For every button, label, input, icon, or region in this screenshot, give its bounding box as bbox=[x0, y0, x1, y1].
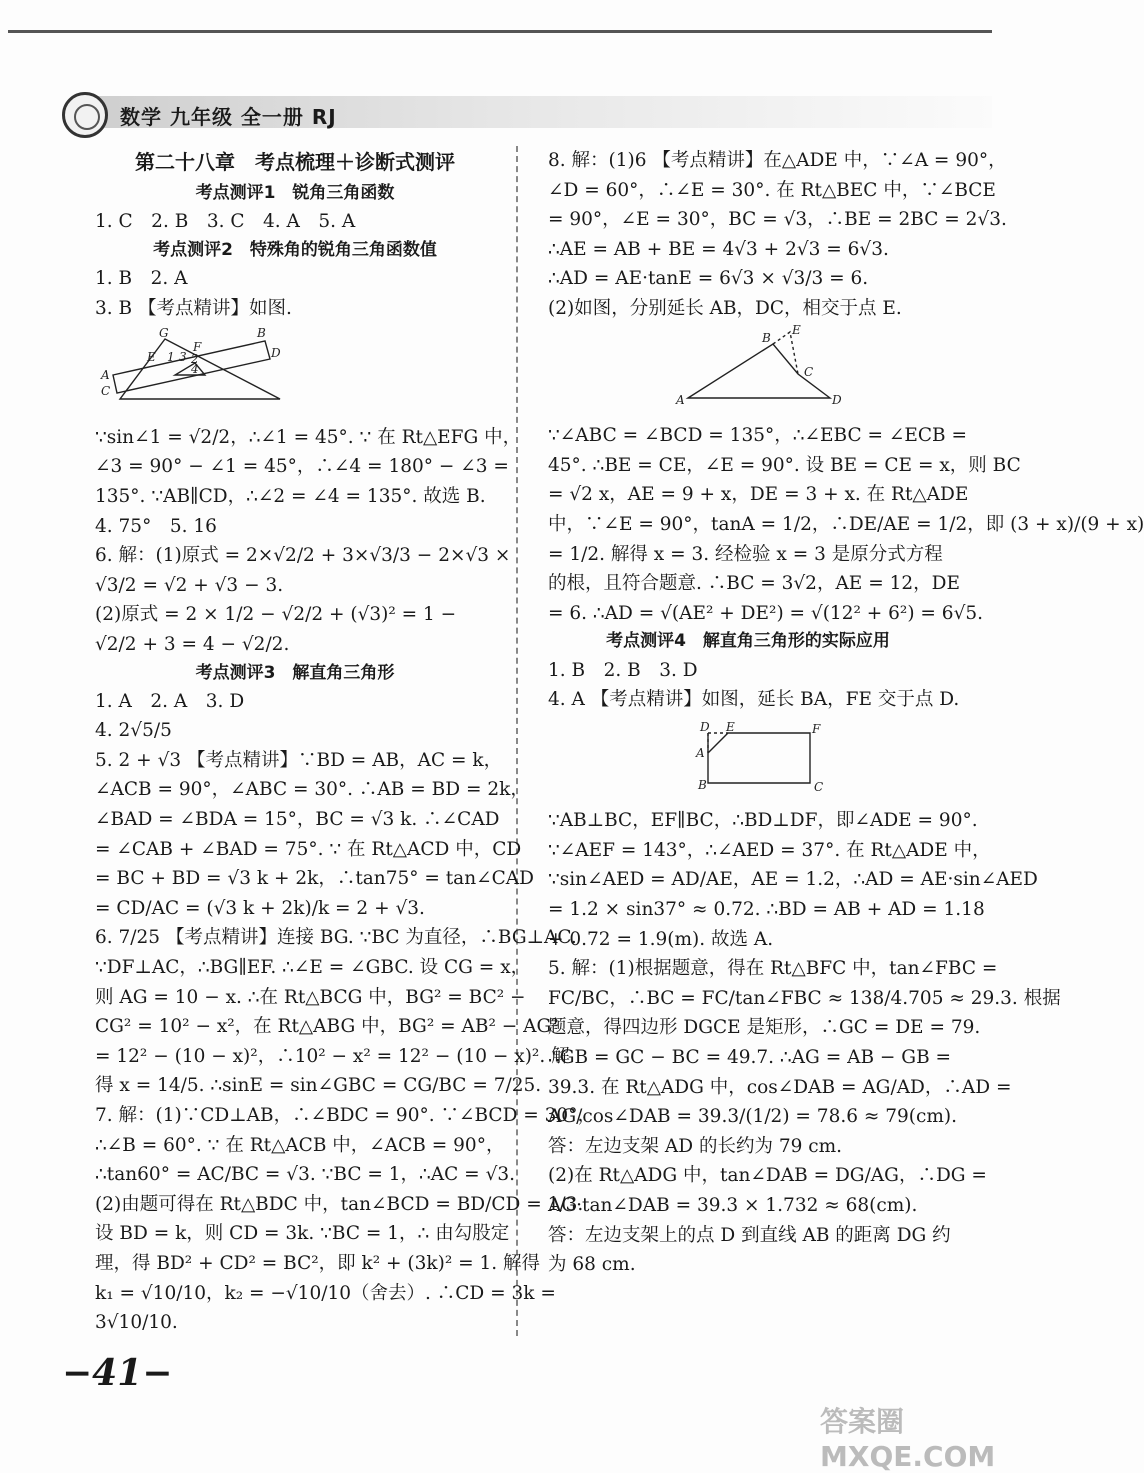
label-3: 3 bbox=[179, 350, 187, 365]
label-f: F bbox=[812, 721, 821, 736]
label-b: B bbox=[257, 326, 266, 341]
page-number: −41− bbox=[62, 1352, 173, 1394]
section-heading: 考点测评4 解直角三角形的实际应用 bbox=[606, 631, 890, 652]
label-e: E bbox=[792, 322, 801, 337]
answer-line: ∠ACB = 90°，∠ABC = 30°. ∴AB = BD = 2k， bbox=[95, 779, 529, 801]
answer-line: 3. B 【考点精讲】如图. bbox=[95, 297, 292, 319]
answer-line: 题意，得四边形 DGCE 是矩形，∴GC = DE = 79. bbox=[548, 1017, 981, 1039]
answer-line: 3√10/10. bbox=[95, 1312, 178, 1334]
answer-line: 39.3. 在 Rt△ADG 中，cos∠DAB = AG/AD，∴AD = bbox=[548, 1076, 1012, 1098]
answer-line: = 12² − (10 − x)²，∴10² − x² = 12² − (10 − x)². 解 bbox=[95, 1045, 570, 1067]
label-g: G bbox=[159, 326, 169, 341]
answer-line: 答：左边支架 AD 的长约为 79 cm. bbox=[548, 1135, 843, 1157]
page-header bbox=[62, 92, 1002, 134]
label-c: C bbox=[101, 384, 111, 399]
answer-line: 1. B 2. A bbox=[95, 267, 188, 289]
answer-line: ∴GB = GC − BC = 49.7. ∴AG = AB − GB = bbox=[548, 1047, 952, 1069]
answer-line: = BC + BD = √3 k + 2k，∴tan75° = tan∠CAD bbox=[95, 868, 534, 890]
label-c: C bbox=[804, 364, 814, 379]
answer-line: ∵sin∠1 = √2/2，∴∠1 = 45°. ∵ 在 Rt△EFG 中， bbox=[95, 426, 522, 448]
answer-line: ∠BAD = ∠BDA = 15°，BC = √3 k. ∴∠CAD bbox=[95, 809, 500, 831]
watermark: 答案圈 MXQE.COM bbox=[820, 1405, 996, 1473]
answer-line: ∴AE = AB + BE = 4√3 + 2√3 = 6√3. bbox=[548, 238, 889, 260]
label-2: 2 bbox=[191, 352, 199, 367]
label-e: E bbox=[726, 719, 735, 734]
label-a: A bbox=[676, 392, 685, 407]
answer-line: 设 BD = k，则 CD = 3k. ∵BC = 1，∴ 由勾股定 bbox=[95, 1223, 510, 1245]
answer-line: ∴AD = AE·tanE = 6√3 × √3/3 = 6. bbox=[548, 268, 869, 290]
label-c: C bbox=[814, 779, 824, 794]
right-column bbox=[548, 146, 1144, 1280]
answer-line: ∠3 = 90° − ∠1 = 45°，∴∠4 = 180° − ∠3 = bbox=[95, 456, 509, 478]
answer-line: ∠D = 60°，∴∠E = 30°. 在 Rt△BEC 中，∵∠BCE bbox=[548, 179, 996, 201]
answer-line: √2/2 + 3 = 4 − √2/2. bbox=[95, 633, 290, 655]
answer-line: √3/2 = √2 + √3 − 3. bbox=[95, 574, 284, 596]
figure-ruler-triangle bbox=[95, 327, 495, 419]
label-1: 1 bbox=[167, 350, 175, 365]
answer-line: 1. B 2. B 3. D bbox=[548, 659, 698, 681]
label-d: D bbox=[700, 719, 710, 734]
answer-line: (2)由题可得在 Rt△BDC 中，tan∠BCD = BD/CD = 1/3. bbox=[95, 1193, 584, 1215]
answer-line: (2)如图，分别延长 AB，DC，相交于点 E. bbox=[548, 297, 902, 319]
answer-line: = ∠CAB + ∠BAD = 75°. ∵ 在 Rt△ACD 中，CD bbox=[95, 838, 522, 860]
answer-line: 4. 75° 5. 16 bbox=[95, 515, 217, 537]
label-b: B bbox=[698, 777, 707, 792]
answer-line: FC/BC，∴BC = FC/tan∠FBC ≈ 138/4.705 ≈ 29.3. 根据 bbox=[548, 987, 1061, 1009]
publisher-logo-icon bbox=[62, 92, 108, 138]
answer-line: 答：左边支架上的点 D 到直线 AB 的距离 DG 约 bbox=[548, 1224, 951, 1246]
answer-line: ∵sin∠AED = AD/AE，AE = 1.2，∴AD = AE·sin∠AED bbox=[548, 869, 1038, 891]
label-d: D bbox=[832, 392, 842, 407]
label-a: A bbox=[696, 745, 705, 760]
answer-line: + 0.72 = 1.9(m). 故选 A. bbox=[548, 928, 774, 950]
answer-line: 45°. ∴BE = CE，∠E = 90°. 设 BE = CE = x，则 BC bbox=[548, 454, 1021, 476]
answer-line: ∴∠B = 60°. ∵ 在 Rt△ACB 中，∠ACB = 90°， bbox=[95, 1134, 505, 1156]
answer-line: AG/cos∠DAB = 39.3/(1/2) = 78.6 ≈ 79(cm). bbox=[548, 1106, 958, 1128]
answer-line: 4. 2√5/5 bbox=[95, 720, 172, 742]
section-heading: 考点测评1 锐角三角函数 bbox=[195, 183, 395, 203]
answer-line: 4. A 【考点精讲】如图，延长 BA，FE 交于点 D. bbox=[548, 689, 960, 711]
answer-line: 则 AG = 10 − x. ∴在 Rt△BCG 中，BG² = BC² − bbox=[95, 986, 526, 1008]
label-b: B bbox=[762, 330, 771, 345]
answer-line: ∵DF⊥AC，∴BG∥EF. ∴∠E = ∠GBC. 设 CG = x， bbox=[95, 957, 530, 979]
column-divider bbox=[516, 146, 518, 1336]
answer-line: 理，得 BD² + CD² = BC²，即 k² + (3k)² = 1. 解得 bbox=[95, 1252, 541, 1274]
answer-line: 得 x = 14/5. ∴sinE = sin∠GBC = CG/BC = 7/25. bbox=[95, 1075, 542, 1097]
answer-line: ∵∠AEF = 143°，∴∠AED = 37°. 在 Rt△ADE 中， bbox=[548, 839, 991, 861]
answer-line: 7. 解：(1)∵CD⊥AB，∴∠BDC = 90°. ∵∠BCD = 30°， bbox=[95, 1105, 596, 1126]
figure-rectangle bbox=[548, 719, 948, 803]
chapter-title: 第二十八章 考点梳理＋诊断式测评 bbox=[135, 150, 455, 174]
answer-line: 5. 2 + √3 【考点精讲】∵BD = AB，AC = k， bbox=[95, 749, 503, 771]
answer-line: = √2 x，AE = 9 + x，DE = 3 + x. 在 Rt△ADE bbox=[548, 484, 969, 506]
answer-line: ∵∠ABC = ∠BCD = 135°，∴∠EBC = ∠ECB = bbox=[548, 425, 968, 447]
answer-line: AG·tan∠DAB = 39.3 × 1.732 ≈ 68(cm). bbox=[548, 1195, 918, 1216]
answer-line: 6. 解：(1)原式 = 2×√2/2 + 3×√3/3 − 2×√3 × bbox=[95, 545, 511, 567]
label-d: D bbox=[271, 346, 281, 361]
answer-line: = 1/2. 解得 x = 3. 经检验 x = 3 是原分式方程 bbox=[548, 543, 943, 565]
answer-line: = 6. ∴AD = √(AE² + DE²) = √(12² + 6²) = 6√5. bbox=[548, 602, 984, 624]
answer-line: ∵AB⊥BC，EF∥BC，∴BD⊥DF，即∠ADE = 90°. bbox=[548, 810, 978, 832]
section-heading: 考点测评3 解直角三角形 bbox=[195, 662, 395, 683]
answer-line: 6. 7/25 【考点精讲】连接 BG. ∵BC 为直径，∴BG⊥AC. bbox=[95, 927, 577, 949]
top-rule bbox=[8, 30, 992, 33]
answer-line: ∴tan60° = AC/BC = √3. ∵BC = 1，∴AC = √3. bbox=[95, 1164, 516, 1186]
answer-line: (2)原式 = 2 × 1/2 − √2/2 + (√3)² = 1 − bbox=[95, 604, 457, 626]
answer-line: (2)在 Rt△ADG 中，tan∠DAB = DG/AG，∴DG = bbox=[548, 1165, 987, 1187]
answer-line: 1. C 2. B 3. C 4. A 5. A bbox=[95, 211, 356, 233]
answer-line: k₁ = √10/10，k₂ = −√10/10（舍去）. ∴CD = 3k = bbox=[95, 1282, 556, 1304]
answer-line: 5. 解：(1)根据题意，得在 Rt△BFC 中，tan∠FBC = bbox=[548, 958, 998, 980]
section-heading: 考点测评2 特殊角的锐角三角函数值 bbox=[153, 239, 437, 260]
header-title: 数学 九年级 全一册 RJ bbox=[120, 105, 337, 129]
answer-line: 的根，且符合题意. ∴BC = 3√2，AE = 12，DE bbox=[548, 573, 960, 595]
answer-line: CG² = 10² − x²，在 Rt△ABG 中，BG² = AB² − AG² bbox=[95, 1016, 559, 1038]
figure-quadrilateral bbox=[548, 322, 948, 418]
label-4: 4 bbox=[191, 362, 199, 377]
answer-line: 135°. ∵AB∥CD，∴∠2 = ∠4 = 135°. 故选 B. bbox=[95, 485, 486, 507]
label-e: E bbox=[147, 350, 156, 365]
answer-line: = 1.2 × sin37° ≈ 0.72. ∴BD = AB + AD = 1.18 bbox=[548, 899, 985, 921]
label-a: A bbox=[101, 368, 110, 383]
answer-line: 1. A 2. A 3. D bbox=[95, 690, 245, 712]
answer-line: = 90°，∠E = 30°，BC = √3，∴BE = 2BC = 2√3. bbox=[548, 209, 1007, 231]
label-f: F bbox=[193, 340, 202, 355]
answer-line: 中，∵∠E = 90°，tanA = 1/2，∴DE/AE = 1/2，即 (3 + x)/(9 + x) bbox=[548, 513, 1144, 535]
answer-line: 8. 解：(1)6 【考点精讲】在△ADE 中，∵∠A = 90°， bbox=[548, 150, 1007, 171]
answer-line: 为 68 cm. bbox=[548, 1254, 636, 1276]
answer-line: = CD/AC = (√3 k + 2k)/k = 2 + √3. bbox=[95, 897, 425, 919]
